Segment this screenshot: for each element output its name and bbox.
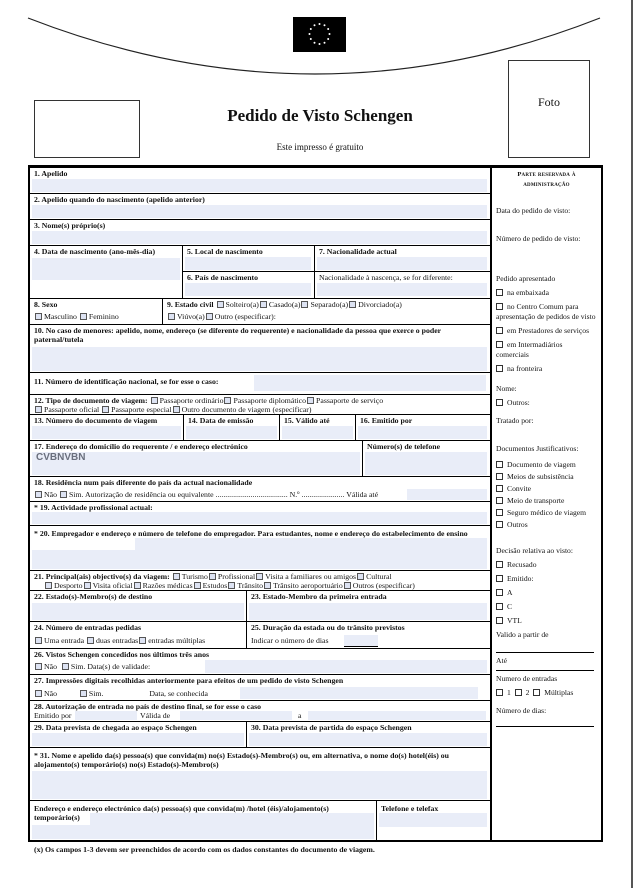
issued-by-input[interactable] xyxy=(358,426,487,439)
destination-input[interactable] xyxy=(32,603,244,620)
birth-country-input[interactable] xyxy=(185,283,311,296)
field-16-cell xyxy=(355,415,490,440)
birth-place-input[interactable] xyxy=(185,257,311,270)
admin-heading-line1: Parte reservada à xyxy=(517,171,576,178)
other-purpose-checkbox[interactable] xyxy=(344,582,351,589)
intermediary-checkbox[interactable] xyxy=(496,341,503,348)
cultural-checkbox[interactable] xyxy=(357,573,364,580)
border-checkbox[interactable] xyxy=(496,365,503,372)
doc-invitation-checkbox[interactable] xyxy=(496,485,503,492)
field-17-cell xyxy=(30,441,362,476)
first-entry-input[interactable] xyxy=(249,603,487,620)
residence-no-label: Não xyxy=(44,490,57,499)
multiple-entries-checkbox[interactable] xyxy=(139,637,146,644)
field-row-31b xyxy=(30,801,490,841)
field-row-21 xyxy=(30,571,490,591)
admin-name-label: Nome: xyxy=(496,384,517,393)
host-address-input-top[interactable] xyxy=(90,813,374,825)
field-row-11 xyxy=(30,373,490,395)
male-checkbox[interactable] xyxy=(35,313,42,320)
valid-from-line[interactable] xyxy=(496,652,594,653)
other-status-label: Outro (especificar): xyxy=(214,312,276,321)
married-label: Casado(a) xyxy=(268,300,301,309)
admin-number-label: Número de pedido de visto: xyxy=(496,234,581,243)
occupation-input[interactable] xyxy=(32,512,487,524)
transit-label: Trânsito xyxy=(237,581,264,590)
doc-travel-checkbox[interactable] xyxy=(496,461,503,468)
type-a-label: A xyxy=(507,588,513,597)
border-label: na fronteira xyxy=(507,364,543,373)
visa-form xyxy=(28,165,603,842)
field-row-4-7 xyxy=(30,246,490,299)
single-entry-checkbox[interactable] xyxy=(35,637,42,644)
host-address-cell xyxy=(30,801,376,841)
business-label: Profissional xyxy=(217,572,256,581)
field-11-label: 11. Número de identificação nacional, se for esse o caso: xyxy=(34,377,219,386)
address-input[interactable] xyxy=(32,452,360,475)
family-visit-checkbox[interactable] xyxy=(256,573,263,580)
male-label: Masculino xyxy=(44,312,77,321)
other-purpose-label: Outros (especificar) xyxy=(352,581,415,590)
field-29-cell xyxy=(30,722,246,747)
field-row-13-16 xyxy=(30,415,490,441)
ordinary-passport-checkbox[interactable] xyxy=(151,397,158,404)
days-line[interactable] xyxy=(496,726,594,727)
field-9-cell xyxy=(162,299,490,324)
doc-transport-checkbox[interactable] xyxy=(496,497,503,504)
official-passport-label: Passaporte oficial xyxy=(44,405,100,414)
eu-flag-icon xyxy=(293,17,346,52)
field-8-label: 8. Sexo xyxy=(34,300,58,309)
entries-multiple-label: Múltiplas xyxy=(544,688,574,697)
entry-auth-to-label: a xyxy=(298,711,302,720)
field-row-18 xyxy=(30,477,490,502)
field-22-label: 22. Estado(s)-Membro(s) de destino xyxy=(34,592,153,601)
first-names-input[interactable] xyxy=(32,231,487,244)
field-13-label: 13. Número do documento de viagem xyxy=(34,416,158,425)
cultural-label: Cultural xyxy=(366,572,392,581)
phone-label: Número(s) de telefone xyxy=(367,442,441,451)
host-address-label: Endereço e endereço electrónico da(s) pessoa(s) que convida(m) /hotel (éis)/alojamento(s) temporário(s) xyxy=(34,804,329,822)
official-visit-checkbox[interactable] xyxy=(84,582,91,589)
birth-date-input[interactable] xyxy=(32,258,180,280)
field-10-label: 10. No caso de menores: apelido, nome, endereço (se diferente do requerente) e nacionalidade da pessoa que exerce o poder paternal/tutela xyxy=(34,326,441,344)
widowed-checkbox[interactable] xyxy=(168,313,175,320)
host-phone-cell xyxy=(376,801,490,841)
until-line[interactable] xyxy=(496,670,594,671)
others-label: Outros: xyxy=(507,398,530,407)
field-25-label: 25. Duração da estada ou do trânsito previstos xyxy=(251,623,405,632)
field-19-label: * 19. Actividade profissional actual: xyxy=(34,503,153,512)
doc-means-label: Meios de subsistência xyxy=(507,472,574,481)
field-27-label: 27. Impressões digitais recolhidas anteriormente para efeitos de um pedido de visto Schengen xyxy=(34,676,344,685)
admin-docs-label: Documentos Justificativos: xyxy=(496,444,579,453)
page-title: Pedido de Visto Schengen xyxy=(227,106,413,125)
diplomatic-passport-label: Passaporte diplomático xyxy=(233,396,307,405)
field-9-label: 9. Estado civil xyxy=(167,300,214,309)
service-passport-label: Passaporte de serviço xyxy=(316,396,384,405)
nationality-input[interactable] xyxy=(317,257,487,270)
admin-section xyxy=(490,168,601,840)
fingerprints-date-label: Data, se conhecida xyxy=(149,689,209,698)
field-3-label: 3. Nome(s) próprio(s) xyxy=(34,221,106,230)
surname-input[interactable] xyxy=(32,179,487,192)
phone-input[interactable] xyxy=(365,452,487,475)
field-row-22-23 xyxy=(30,591,490,622)
nationality-at-birth-input[interactable] xyxy=(317,283,487,296)
applicant-section xyxy=(30,168,490,840)
field-row-27 xyxy=(30,675,490,701)
fingerprints-yes-checkbox[interactable] xyxy=(80,690,87,697)
official-visit-label: Visita oficial xyxy=(92,581,133,590)
admin-date-label: Data do pedido de visto: xyxy=(496,206,571,215)
field-2-label: 2. Apelido quando do nascimento (apelido anterior) xyxy=(34,195,205,204)
field-24-label: 24. Número de entradas pedidas xyxy=(34,623,142,632)
ordinary-passport-label: Passaporte ordinário xyxy=(159,396,224,405)
type-c-label: C xyxy=(507,602,513,611)
embassy-label: na embaixada xyxy=(507,288,549,297)
admin-heading-line2: administração xyxy=(523,181,570,188)
single-checkbox[interactable] xyxy=(217,301,224,308)
doc-invitation-label: Convite xyxy=(507,484,532,493)
field-24-cell xyxy=(30,622,246,648)
fingerprints-yes-label: Sim. xyxy=(88,689,104,698)
refused-label: Recusado xyxy=(507,560,537,569)
service-provider-checkbox[interactable] xyxy=(496,327,503,334)
type-vtl-checkbox[interactable] xyxy=(496,617,503,624)
field-23-cell xyxy=(246,591,490,621)
field-22-cell xyxy=(30,591,246,621)
field-5-6-cell xyxy=(182,246,314,298)
field-29-label: 29. Data prevista de chegada ao espaço Schengen xyxy=(34,723,197,732)
two-entries-label: duas entradas xyxy=(96,636,139,645)
airport-transit-label: Trânsito aeroportuário xyxy=(273,581,343,590)
residence-no-checkbox[interactable] xyxy=(35,491,42,498)
admin-submitted-label: Pedido apresentado xyxy=(496,274,556,283)
admin-entries-label: Numero de entradas xyxy=(496,674,558,683)
field-row-26 xyxy=(30,649,490,675)
service-passport-checkbox[interactable] xyxy=(307,397,314,404)
address-value: CVBNVBN xyxy=(36,452,86,463)
others-checkbox[interactable] xyxy=(496,399,503,406)
field-row-28 xyxy=(30,701,490,722)
field-row-31 xyxy=(30,748,490,801)
entry-auth-issued-by-input[interactable] xyxy=(75,711,137,720)
entries-2-checkbox[interactable] xyxy=(515,689,522,696)
entry-auth-valid-from-label: Válida de xyxy=(140,711,171,720)
entries-2-label: 2 xyxy=(525,688,530,697)
stamp-box xyxy=(34,100,140,158)
fingerprints-no-checkbox[interactable] xyxy=(35,690,42,697)
prev-visa-dates-input[interactable] xyxy=(205,660,487,673)
fingerprints-date-input[interactable] xyxy=(240,687,478,699)
diplomatic-passport-checkbox[interactable] xyxy=(224,397,231,404)
business-checkbox[interactable] xyxy=(209,573,216,580)
residence-yes-label: Sim. Autorização de residência ou equivalente ..................................... N.º ...................... Válida até xyxy=(68,490,379,499)
field-row-8-9 xyxy=(30,299,490,325)
service-provider-label: em Prestadores de serviços xyxy=(507,326,590,335)
field-8-cell xyxy=(30,299,162,324)
employer-input-top[interactable] xyxy=(135,538,487,550)
admin-valid-from-label: Valido a partir de xyxy=(496,630,549,639)
admin-heading xyxy=(496,170,597,190)
entries-multiple-checkbox[interactable] xyxy=(533,689,540,696)
type-c-checkbox[interactable] xyxy=(496,603,503,610)
field-18-label: 18. Residência num país diferente do país da actual nacionalidade xyxy=(34,478,253,487)
field-15-label: 15. Válido até xyxy=(284,416,330,425)
two-entries-checkbox[interactable] xyxy=(87,637,94,644)
field-row-12 xyxy=(30,395,490,415)
prev-visa-no-checkbox[interactable] xyxy=(35,663,42,670)
doc-travel-label: Documento de viagem xyxy=(507,460,576,469)
field-17-label: 17. Endereço do domicílio do requerente / e endereço electrónico xyxy=(34,442,248,451)
entries-1-label: 1 xyxy=(507,688,511,697)
field-21-label: 21. Principal(ais) objectivo(s) da viagem: xyxy=(34,572,170,581)
prev-visa-yes-label: Sim. Data(s) de validade: xyxy=(70,662,151,671)
entry-auth-valid-to-input[interactable] xyxy=(308,711,486,720)
photo-label: Foto xyxy=(537,95,560,109)
field-row-19 xyxy=(30,502,490,526)
special-passport-label: Passaporte especial xyxy=(111,405,172,414)
field-16-label: 16. Emitido por xyxy=(360,416,413,425)
residence-yes-checkbox[interactable] xyxy=(60,491,67,498)
field-5-label: 5. Local de nascimento xyxy=(187,247,263,256)
common-centre-checkbox[interactable] xyxy=(496,303,503,310)
host-phone-input[interactable] xyxy=(379,813,487,827)
guardian-input[interactable] xyxy=(32,347,487,371)
doc-others-label: Outros xyxy=(507,520,528,529)
field-1-label: 1. Apelido xyxy=(34,169,68,178)
refused-checkbox[interactable] xyxy=(496,561,503,568)
common-centre-label: no Centro Comum para apresentação de pedidos de visto xyxy=(496,302,596,321)
single-entry-label: Uma entrada xyxy=(44,636,85,645)
field-row-29-30 xyxy=(30,722,490,748)
field-6-label: 6. País de nascimento xyxy=(187,273,259,282)
surname-at-birth-input[interactable] xyxy=(32,205,487,218)
other-document-checkbox[interactable] xyxy=(173,406,180,413)
fingerprints-no-label: Não xyxy=(44,689,57,698)
admin-days-label: Número de dias: xyxy=(496,706,547,715)
multiple-entries-label: entradas múltiplas xyxy=(148,636,206,645)
field-14-cell xyxy=(183,415,279,440)
widowed-label: Viúvo(a) xyxy=(177,312,205,321)
field-7-label: 7. Nacionalidade actual xyxy=(319,247,397,256)
married-checkbox[interactable] xyxy=(260,301,267,308)
prev-visa-yes-checkbox[interactable] xyxy=(62,663,69,670)
departure-date-input[interactable] xyxy=(249,733,487,746)
airport-transit-checkbox[interactable] xyxy=(264,582,271,589)
national-id-input[interactable] xyxy=(254,375,486,391)
divorced-label: Divorciado(a) xyxy=(358,300,402,309)
valid-until-input[interactable] xyxy=(282,426,353,439)
single-label: Solteiro(a) xyxy=(225,300,259,309)
field-30-label: 30. Data prevista de partida do espaço Schengen xyxy=(251,723,412,732)
transit-checkbox[interactable] xyxy=(228,582,235,589)
entry-auth-issued-by-label: Emitido por xyxy=(34,711,72,720)
duration-days-input[interactable] xyxy=(344,635,378,647)
field-4-label: 4. Data de nascimento (ano-mês-dia) xyxy=(34,247,156,256)
issued-checkbox[interactable] xyxy=(496,575,503,582)
special-passport-checkbox[interactable] xyxy=(102,406,109,413)
field-4-cell xyxy=(30,246,182,298)
field-23-label: 23. Estado-Membro da primeira entrada xyxy=(251,592,387,601)
field-15-cell xyxy=(279,415,355,440)
tourism-label: Turismo xyxy=(181,572,208,581)
field-7-cell xyxy=(314,246,490,298)
sports-label: Desporto xyxy=(54,581,83,590)
residence-valid-until-input[interactable] xyxy=(407,489,487,500)
field-13-cell xyxy=(30,415,183,440)
tourism-checkbox[interactable] xyxy=(173,573,180,580)
entries-1-checkbox[interactable] xyxy=(496,689,503,696)
field-row-10 xyxy=(30,325,490,373)
prev-visa-no-label: Não xyxy=(44,662,57,671)
separated-checkbox[interactable] xyxy=(301,301,308,308)
study-label: Estudos xyxy=(202,581,228,590)
separated-label: Separado(a) xyxy=(310,300,349,309)
host-address-input[interactable] xyxy=(32,825,374,839)
field-17b-cell xyxy=(362,441,490,476)
field-20-label: * 20. Empregador e endereço e número de telefone do empregador. Para estudantes, nome e endereço do estabelecimento de ensino xyxy=(34,529,468,538)
field-row-24-25 xyxy=(30,622,490,649)
admin-handled-label: Tratado por: xyxy=(496,416,534,425)
type-vtl-label: VTL xyxy=(507,616,522,625)
entry-auth-valid-from-input[interactable] xyxy=(180,711,292,720)
medical-label: Razões médicas xyxy=(142,581,193,590)
employer-input[interactable] xyxy=(32,550,487,569)
host-name-input[interactable] xyxy=(32,771,487,799)
field-31-label: * 31. Nome e apelido da(s) pessoa(s) que convida(m) no(s) Estado(s)-Membro(s) ou, em alternativa, o nome do(s) hotel(éis) ou alojamento(s) temporário(s) no(s) Estado(s)-Membro(s) xyxy=(34,751,450,769)
issued-label: Emitido: xyxy=(507,574,534,583)
medical-checkbox[interactable] xyxy=(134,582,141,589)
female-checkbox[interactable] xyxy=(80,313,87,320)
field-row-3 xyxy=(30,220,490,246)
type-a-checkbox[interactable] xyxy=(496,589,503,596)
arrival-date-input[interactable] xyxy=(32,733,244,746)
admin-until-label: Até xyxy=(496,656,507,665)
field-25-cell xyxy=(246,622,490,648)
field-row-2 xyxy=(30,194,490,220)
intermediary-label: em Intermadiários comerciais xyxy=(496,340,563,359)
study-checkbox[interactable] xyxy=(194,582,201,589)
days-hint: Indicar o número de dias xyxy=(251,636,329,645)
host-phone-label: Telefone e telefax xyxy=(381,804,439,813)
field-12-label: 12. Tipo de documento de viagem: xyxy=(34,396,148,405)
other-document-label: Outro documento de viagem (especificar) xyxy=(181,405,312,414)
female-label: Feminino xyxy=(88,312,119,321)
issue-date-input[interactable] xyxy=(186,426,277,439)
official-passport-checkbox[interactable] xyxy=(35,406,42,413)
footnote: (x) Os campos 1-3 devem ser preenchidos de acordo com os dados constantes do documento de viagem. xyxy=(34,845,375,854)
page-subtitle: Este impresso é gratuito xyxy=(276,142,364,152)
sports-checkbox[interactable] xyxy=(45,582,52,589)
doc-transport-label: Meio de transporte xyxy=(507,496,565,505)
field-14-label: 14. Data de emissão xyxy=(188,416,254,425)
family-visit-label: Visita a familiares ou amigos xyxy=(265,572,357,581)
field-row-17 xyxy=(30,441,490,477)
field-30-cell xyxy=(246,722,490,747)
doc-others-checkbox[interactable] xyxy=(496,521,503,528)
doc-insurance-checkbox[interactable] xyxy=(496,509,503,516)
admin-decision-label: Decisão relativa ao visto: xyxy=(496,546,573,555)
field-row-20 xyxy=(30,526,490,571)
embassy-checkbox[interactable] xyxy=(496,289,503,296)
other-status-checkbox[interactable] xyxy=(206,313,213,320)
document-number-input[interactable] xyxy=(32,426,181,439)
divorced-checkbox[interactable] xyxy=(349,301,356,308)
doc-means-checkbox[interactable] xyxy=(496,473,503,480)
field-28-label: 28. Autorização de entrada no país de destino final, se for esse o caso xyxy=(34,702,262,711)
field-row-1 xyxy=(30,168,490,194)
field-26-label: 26. Vistos Schengen concedidos nos últimos três anos xyxy=(34,650,210,659)
photo-box[interactable] xyxy=(508,60,590,158)
field-7b-label: Nacionalidade à nascença, se for diferente: xyxy=(319,273,453,282)
doc-insurance-label: Seguro médico de viagem xyxy=(507,508,587,517)
